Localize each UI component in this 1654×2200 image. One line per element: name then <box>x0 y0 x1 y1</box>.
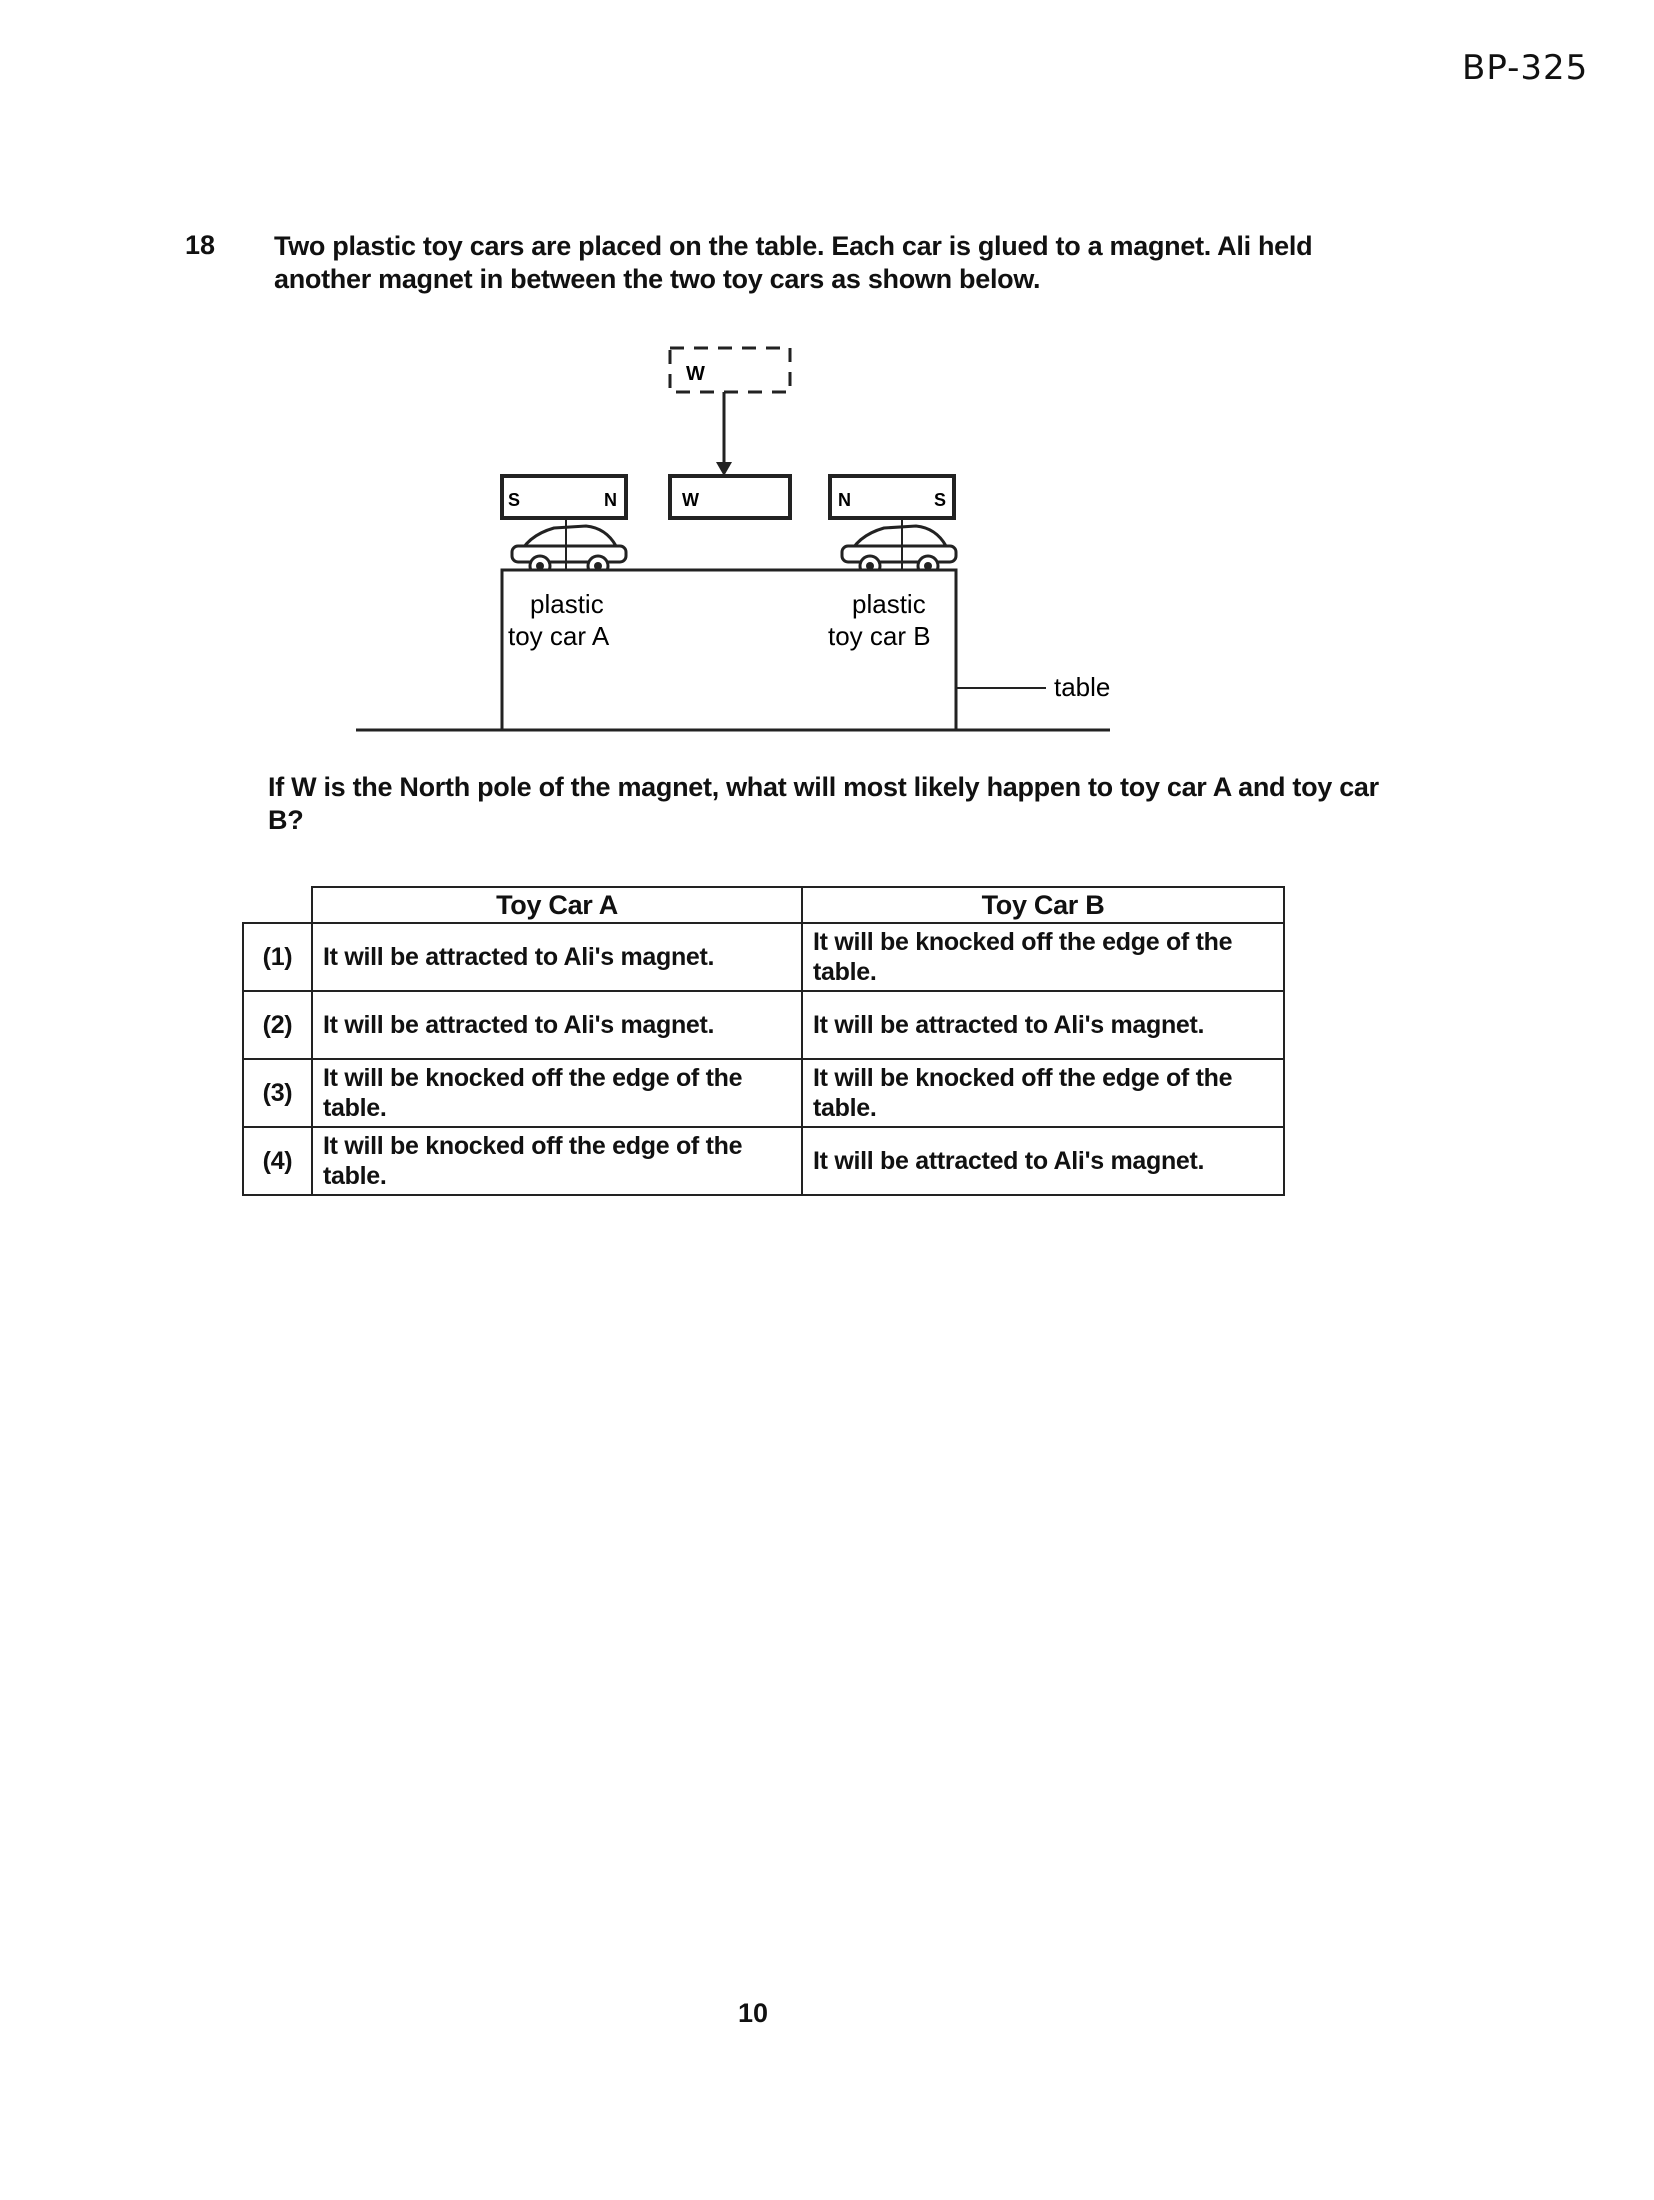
answer-options-table <box>242 886 1285 1196</box>
option-number: (3) <box>243 1059 312 1127</box>
option-row-1[interactable] <box>243 923 1284 991</box>
option-car-a-text: It will be knocked off the edge of the table. <box>312 1059 802 1127</box>
option-car-b-text: It will be attracted to Ali's magnet. <box>802 991 1284 1059</box>
option-row-3[interactable] <box>243 1059 1284 1127</box>
table-header-blank <box>243 887 312 923</box>
car-b-label-line2: toy car B <box>828 621 931 651</box>
magnet-b-left-pole: N <box>838 490 851 510</box>
page-number: 10 <box>738 1998 769 2028</box>
question-prompt: If W is the North pole of the magnet, what will most likely happen to toy car A and toy car B? <box>268 772 1379 835</box>
option-row-2[interactable] <box>243 991 1284 1059</box>
car-b-label-line1: plastic <box>852 589 926 619</box>
document-code: BP-325 <box>1462 48 1589 88</box>
question-text: Two plastic toy cars are placed on the table. Each car is glued to a magnet. Ali held another magnet in between the two toy cars as shown below. <box>274 231 1313 294</box>
option-car-a-text: It will be attracted to Ali's magnet. <box>312 923 802 991</box>
arrow-head-icon <box>716 462 732 476</box>
magnet-diagram <box>340 340 1140 740</box>
option-row-4[interactable] <box>243 1127 1284 1195</box>
option-car-b-text: It will be knocked off the edge of the table. <box>802 1059 1284 1127</box>
magnet-a-left-pole: S <box>508 490 521 510</box>
option-car-b-text: It will be knocked off the edge of the table. <box>802 923 1284 991</box>
option-number: (2) <box>243 991 312 1059</box>
magnet-b-right-pole: S <box>934 490 947 510</box>
table-header-row <box>243 887 1284 923</box>
header-toy-car-b: Toy Car B <box>802 887 1284 923</box>
held-magnet-label: W <box>682 490 699 510</box>
table-label: table <box>1054 672 1111 702</box>
option-number: (1) <box>243 923 312 991</box>
option-car-a-text: It will be attracted to Ali's magnet. <box>312 991 802 1059</box>
option-car-a-text: It will be knocked off the edge of the table. <box>312 1127 802 1195</box>
car-a-label-line2: toy car A <box>508 621 610 651</box>
question-number: 18 <box>185 230 216 260</box>
car-a-label-line1: plastic <box>530 589 604 619</box>
option-car-b-text: It will be attracted to Ali's magnet. <box>802 1127 1284 1195</box>
ghost-magnet-label: W <box>686 363 705 385</box>
header-toy-car-a: Toy Car A <box>312 887 802 923</box>
option-number: (4) <box>243 1127 312 1195</box>
magnet-a-right-pole: N <box>604 490 617 510</box>
